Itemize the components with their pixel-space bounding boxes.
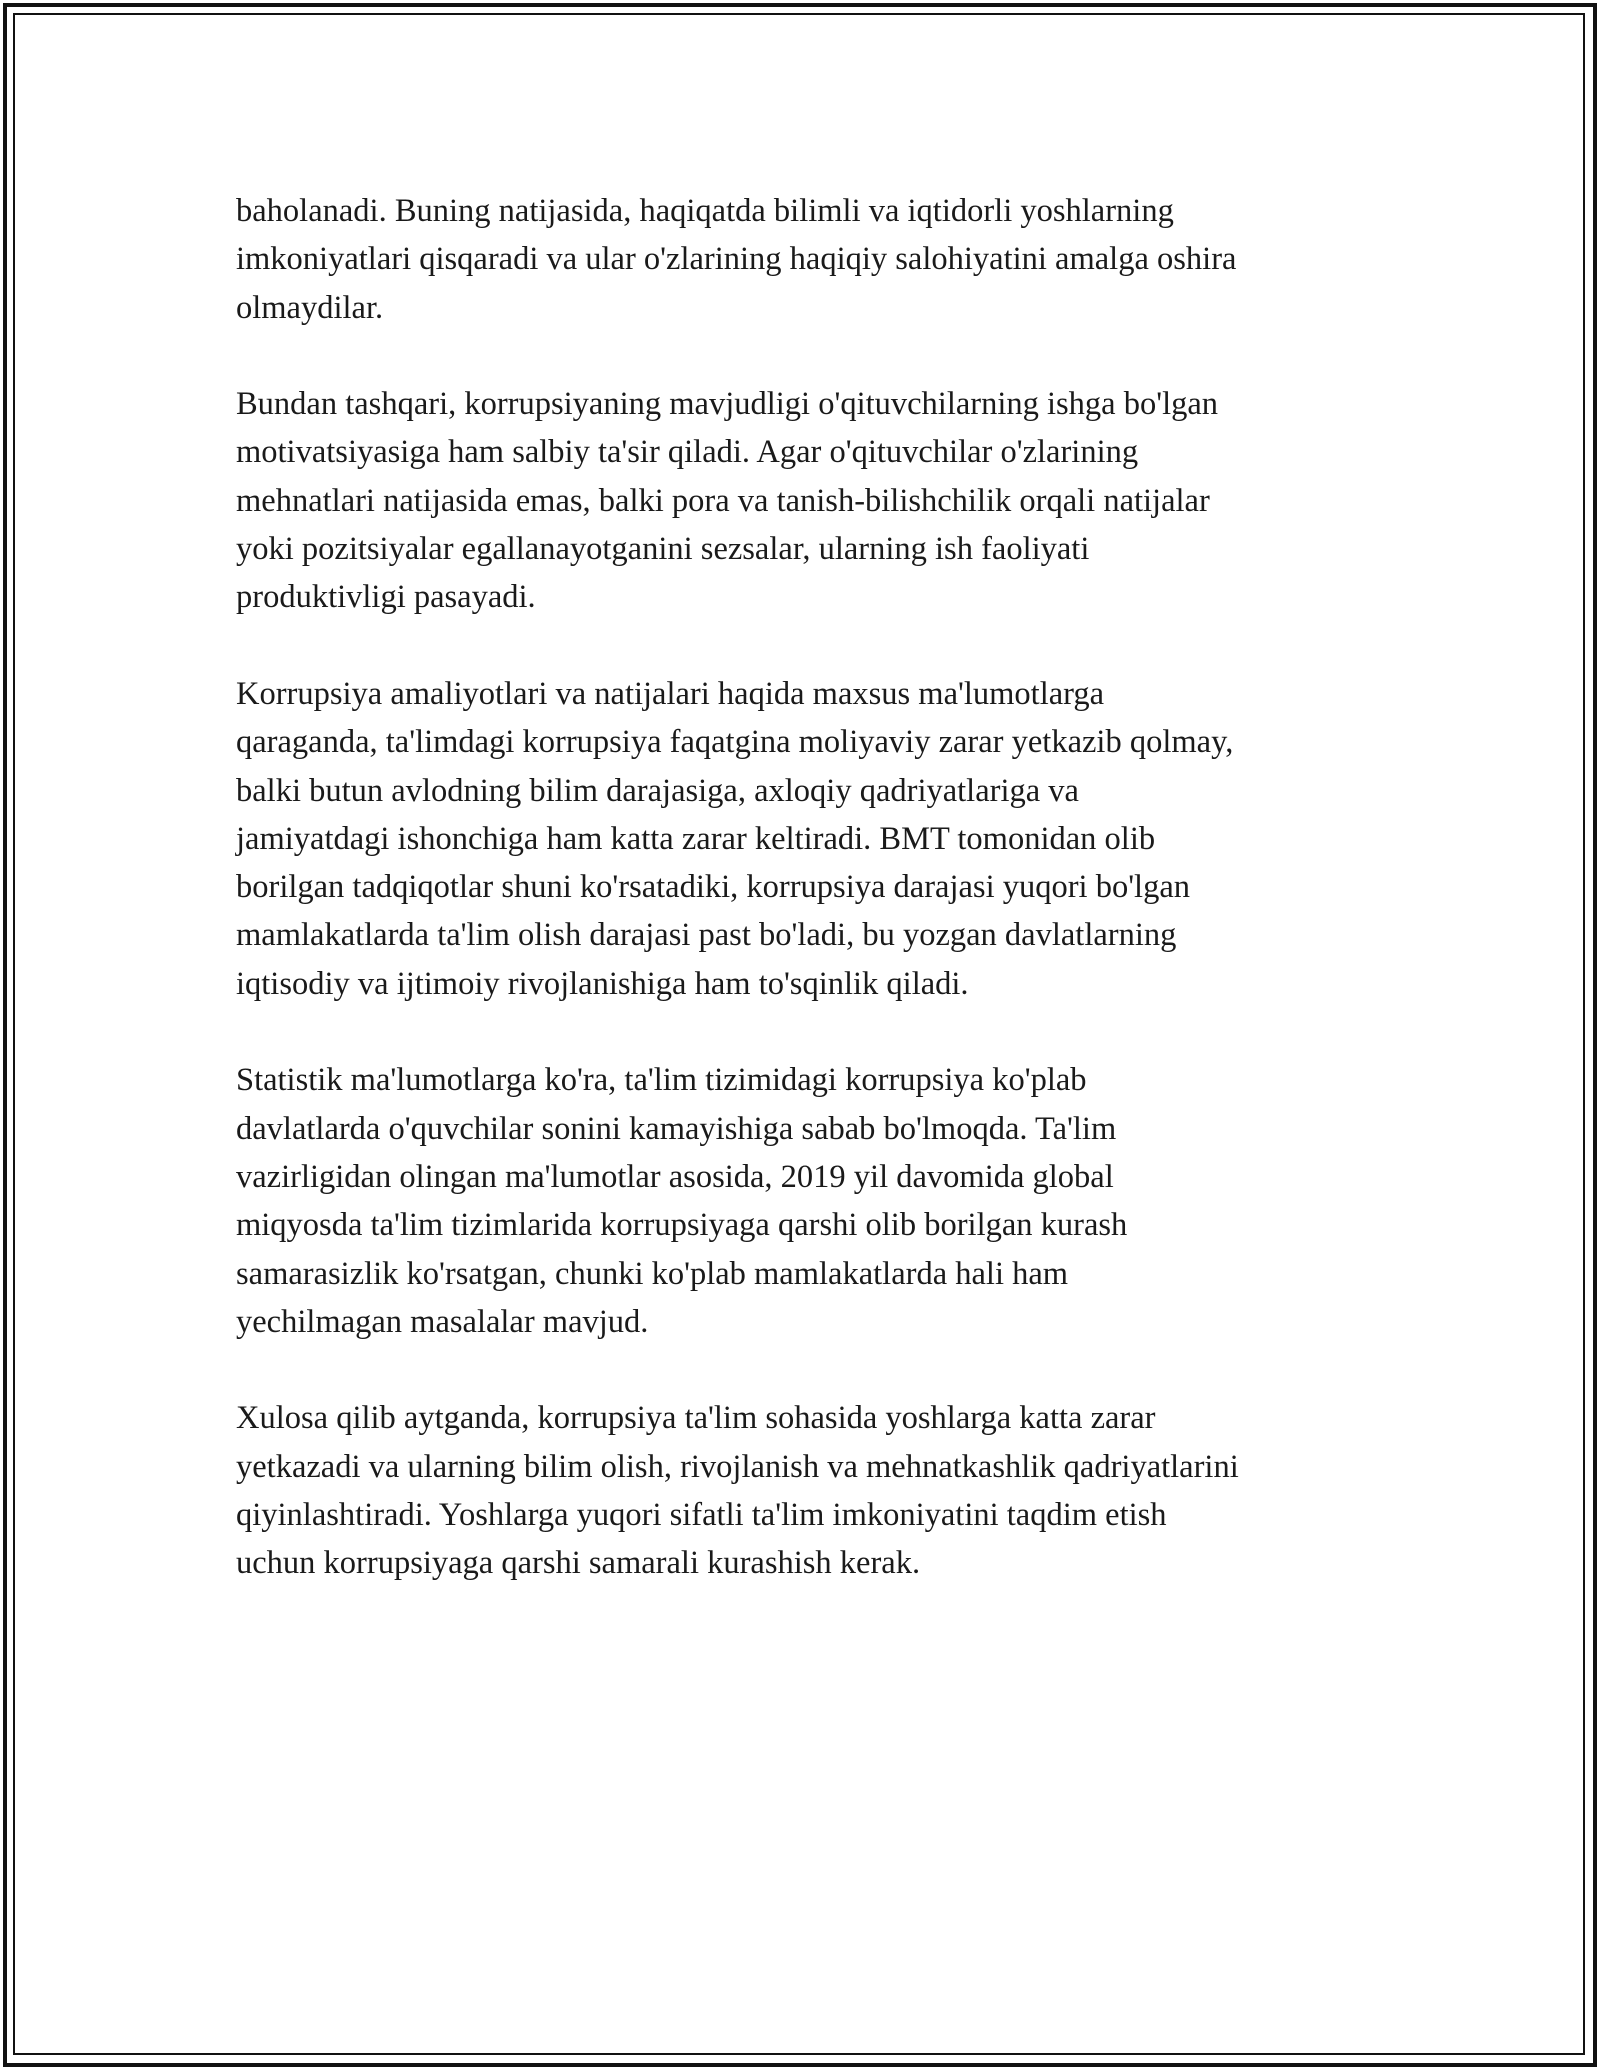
paragraph-3: Korrupsiya amaliyotlari va natijalari haqida maxsus ma'lumotlarga qaraganda, ta'limdagi korrupsiya faqatgina moliyaviy zarar yetkazib qolmay, balki butun avlodning bilim darajasiga, axloqiy qadriyatlariga va jamiyatdagi ishonchiga ham katta zarar keltiradi. BMT tomonidan olib borilgan tadqiqotlar shuni ko'rsatadiki, korrupsiya darajasi yuqori bo'lgan mamlakatlarda ta'lim olish darajasi past bo'ladi, bu yozgan davlatlarning iqtisodiy va ijtimoiy rivojlanishiga ham to'sqinlik qiladi. (236, 675, 1234, 1002)
paragraph-2: Bundan tashqari, korrupsiyaning mavjudligi o'qituvchilarning ishga bo'lgan motivatsiyasiga ham salbiy ta'sir qiladi. Agar o'qituvchilar o'zlarining mehnatlari natijasida emas, balki pora va tanish-bilishchilik orqali natijalar yoki pozitsiyalar egallanayotganini sezsalar, ularning ish faoliyati produktivligi pasayadi. (236, 386, 1219, 616)
paragraph-5: Xulosa qilib aytganda, korrupsiya ta'lim sohasida yoshlarga katta zarar yetkazadi va ularning bilim olish, rivojlanish va mehnatkashlik qadriyatlarini qiyinlashtiradi. Yoshlarga yuqori sifatli ta'lim imkoniyatini taqdim etish uchun korrupsiyaga qarshi samarali kurashish kerak. (236, 1400, 1239, 1582)
paragraph-1: baholanadi. Buning natijasida, haqiqatda bilimli va iqtidorli yoshlarning imkoniyatlari qisqaradi va ular o'zlarining haqiqiy salohiyatini amalga oshira olmaydilar. (236, 193, 1237, 326)
document-body (236, 187, 1376, 1588)
paragraph-4: Statistik ma'lumotlarga ko'ra, ta'lim tizimidagi korrupsiya ko'plab davlatlarda o'quvchilar sonini kamayishiga sabab bo'lmoqda. Ta'lim vazirligidan olingan ma'lumotlar asosida, 2019 yil davomida global miqyosda ta'lim tizimlarida korrupsiyaga qarshi olib borilgan kurash samarasizlik ko'rsatgan, chunki ko'plab mamlakatlarda hali ham yechilmagan masalalar mavjud. (236, 1062, 1128, 1340)
